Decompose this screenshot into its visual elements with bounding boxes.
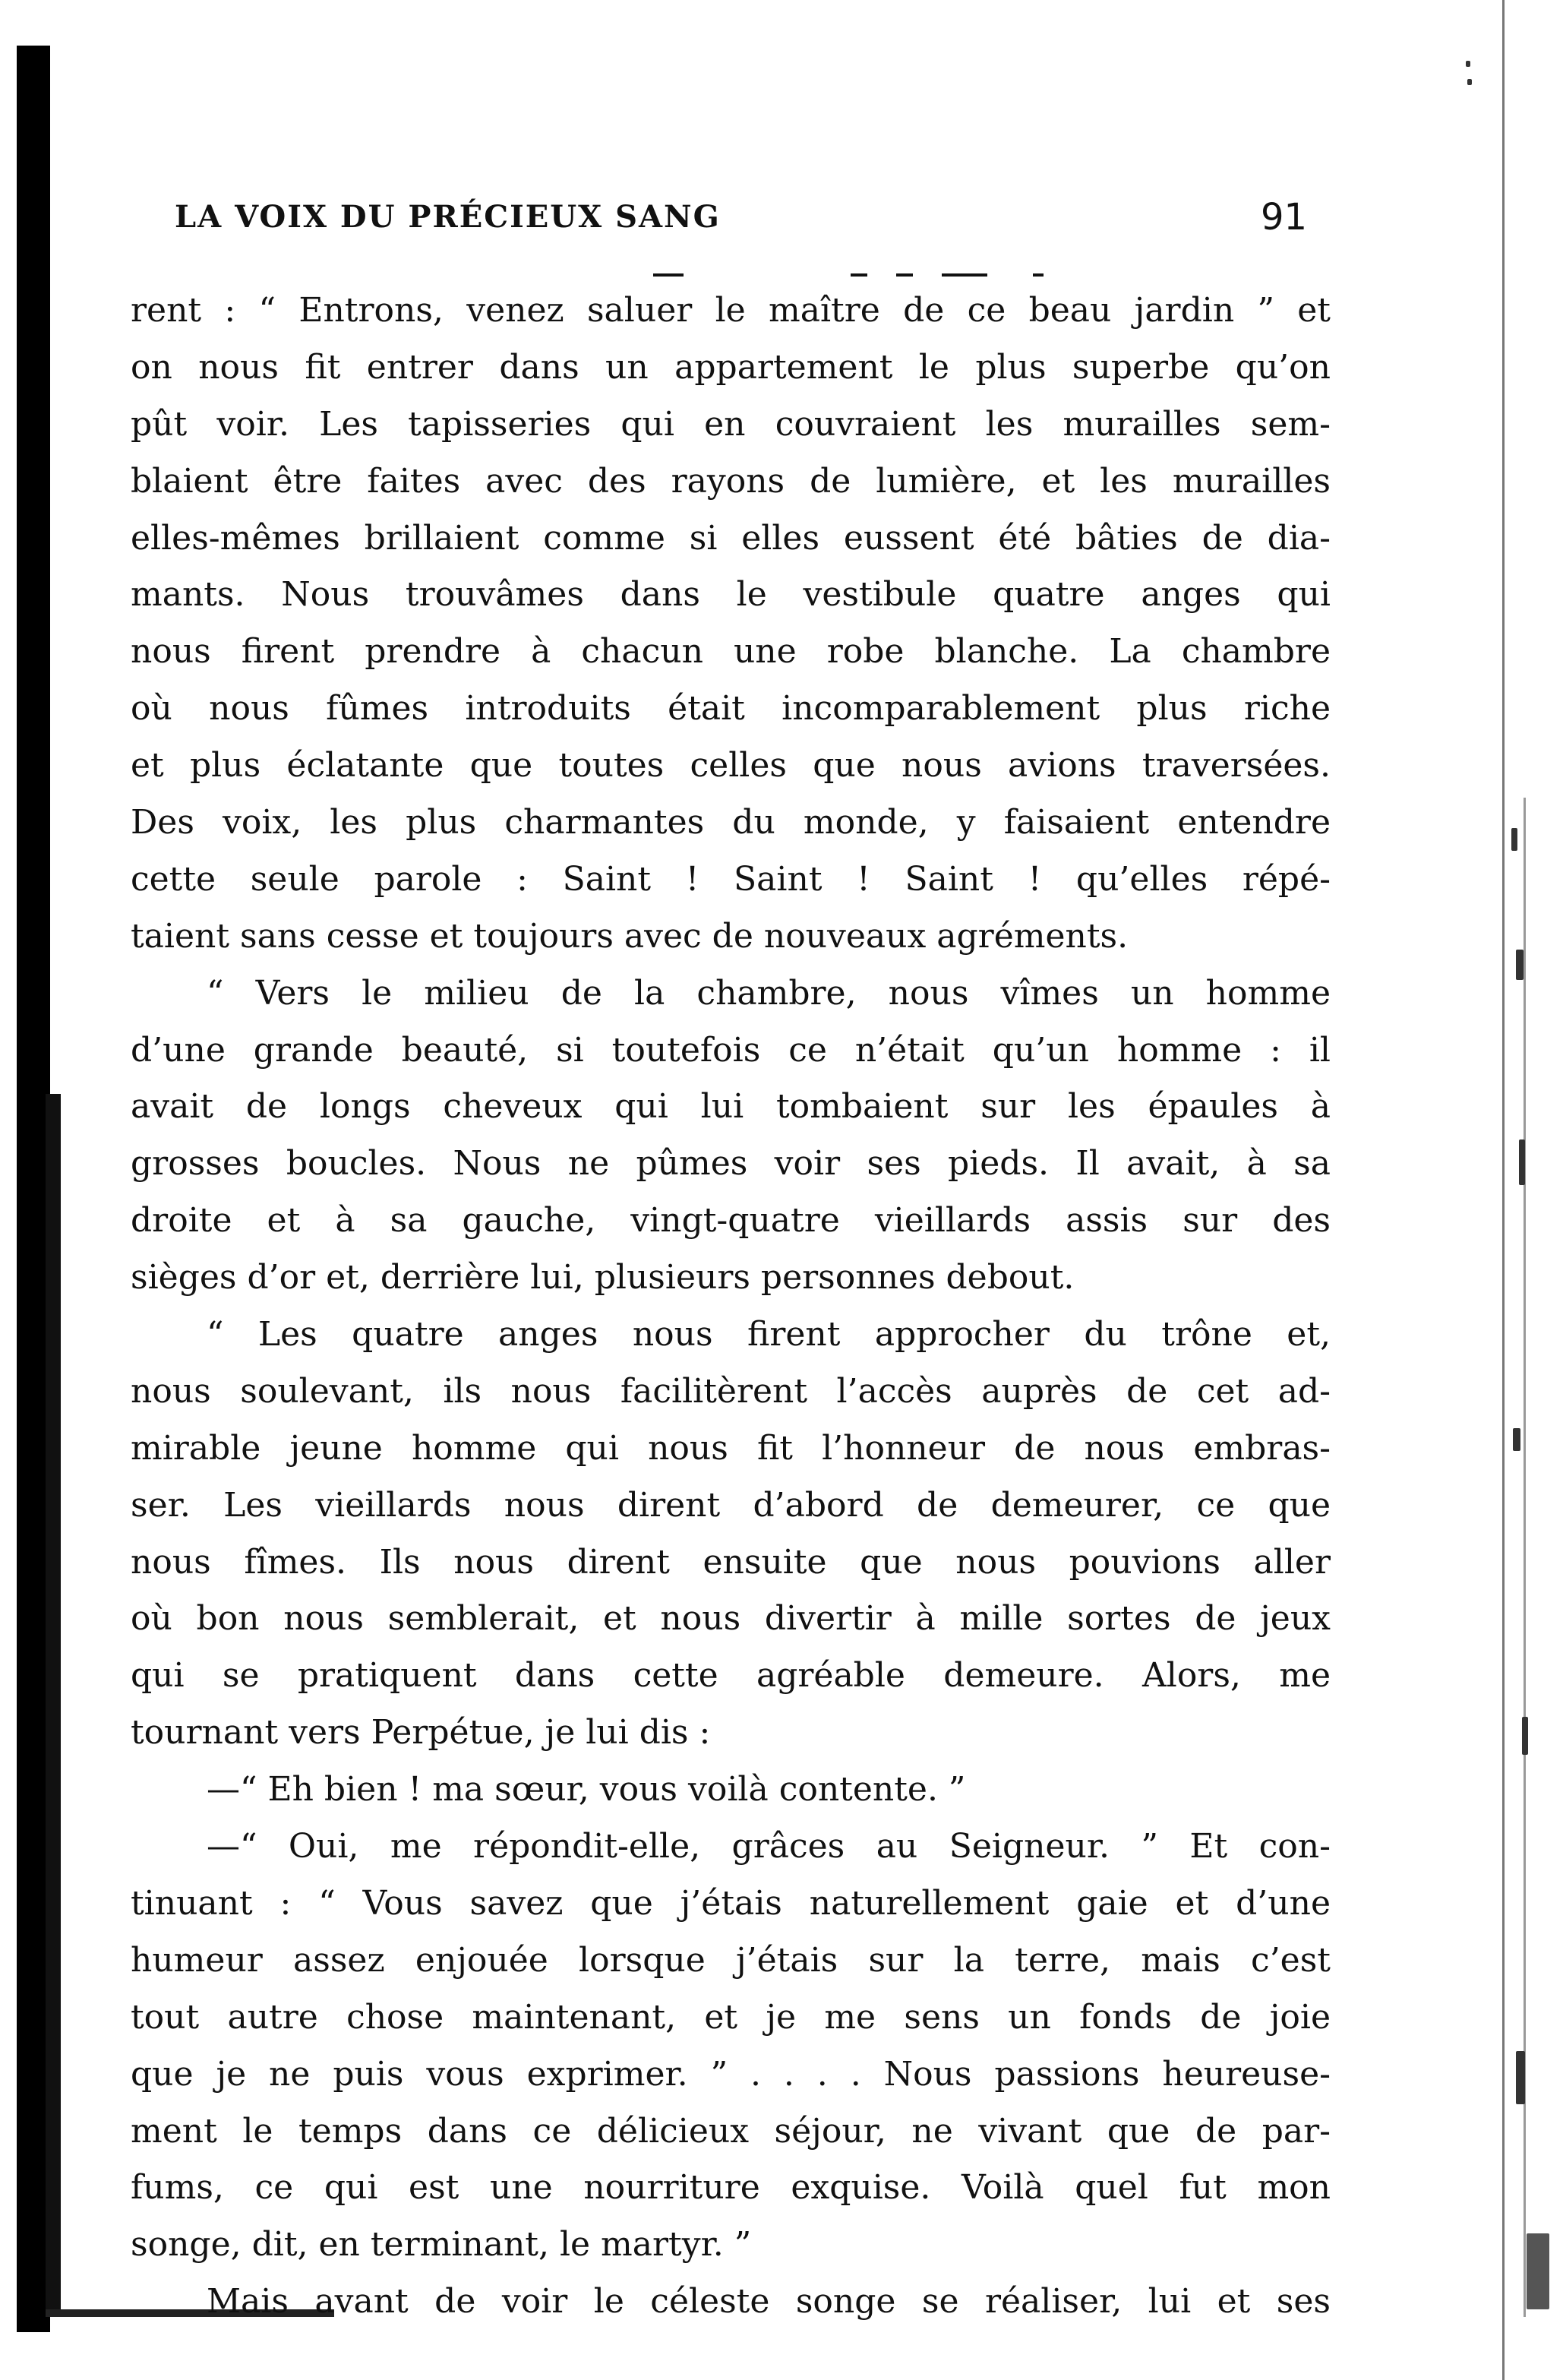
text-line: mirable jeune homme qui nous fit l’honneur de nous embras-: [131, 1428, 1331, 1468]
text-line: grosses boucles. Nous ne pûmes voir ses pieds. Il avait, à sa: [131, 1144, 1331, 1184]
scan-speck: [1527, 2233, 1549, 2309]
text-line: et plus éclatante que toutes celles que nous avions traversées.: [131, 746, 1331, 785]
text-line: fums, ce qui est une nourriture exquise. Voilà quel fut mon: [131, 2168, 1331, 2208]
text-line: Mais avant de voir le céleste songe se réaliser, lui et ses: [207, 2282, 1331, 2322]
scan-speck: [1516, 2051, 1525, 2104]
text-line: tinuant : “ Vous savez que j’étais naturellement gaie et d’une: [131, 1883, 1331, 1923]
scan-speck: [1519, 1139, 1525, 1185]
text-line: ser. Les vieillards nous dirent d’abord de demeurer, ce que: [131, 1485, 1331, 1525]
text-line: blaient être faites avec des rayons de lumière, et les murailles: [131, 461, 1331, 501]
text-line: tournant vers Perpétue, je lui dis :: [131, 1713, 711, 1753]
text-line: on nous fit entrer dans un appartement le plus superbe qu’on: [131, 347, 1331, 387]
scan-speck: [1522, 1717, 1528, 1755]
scan-speck: [1511, 828, 1517, 851]
text-line: où bon nous semblerait, et nous divertir à mille sortes de jeux: [131, 1599, 1331, 1639]
scan-right-edge: [1502, 0, 1505, 2380]
text-line: mants. Nous trouvâmes dans le vestibule quatre anges qui: [131, 575, 1331, 615]
text-line: avait de longs cheveux qui lui tombaient sur les épaules à: [131, 1087, 1331, 1127]
text-line: songe, dit, en terminant, le martyr. ”: [131, 2225, 752, 2265]
text-line: humeur assez enjouée lorsque j’étais sur la terre, mais c’est: [131, 1940, 1331, 1980]
header-rule: [1033, 273, 1044, 277]
text-line: ment le temps dans ce délicieux séjour, ne vivant que de par-: [131, 2111, 1331, 2151]
text-line: qui se pratiquent dans cette agréable demeure. Alors, me: [131, 1656, 1331, 1696]
text-line: “ Les quatre anges nous firent approcher du trône et,: [207, 1315, 1331, 1354]
text-line: d’une grande beauté, si toutefois ce n’était qu’un homme : il: [131, 1030, 1331, 1070]
text-line: “ Vers le milieu de la chambre, nous vîmes un homme: [207, 973, 1331, 1013]
text-line: Des voix, les plus charmantes du monde, y faisaient entendre: [131, 803, 1331, 842]
header-rule: [851, 273, 867, 277]
text-line: sièges d’or et, derrière lui, plusieurs personnes debout.: [131, 1258, 1075, 1297]
text-line: que je ne puis vous exprimer. ” . . . . Nous passions heureuse-: [131, 2054, 1331, 2094]
text-line: nous firent prendre à chacun une robe blanche. La chambre: [131, 632, 1331, 672]
scan-speck: [1513, 1428, 1520, 1451]
header-rule: [942, 273, 987, 277]
running-title: LA VOIX DU PRÉCIEUX SANG: [175, 199, 721, 235]
text-line: nous fîmes. Ils nous dirent ensuite que nous pouvions aller: [131, 1542, 1331, 1582]
text-line: droite et à sa gauche, vingt-quatre vieillards assis sur des: [131, 1201, 1331, 1241]
text-line: —“ Oui, me répondit-elle, grâces au Seigneur. ” Et con-: [207, 1827, 1331, 1866]
header-rule: [653, 273, 684, 277]
scan-speck: [1516, 950, 1524, 980]
text-line: pût voir. Les tapisseries qui en couvraient les murailles sem-: [131, 404, 1331, 444]
text-line: —“ Eh bien ! ma sœur, vous voilà contente. ”: [207, 1770, 966, 1809]
page-number: 91: [1261, 196, 1308, 239]
text-line: tout autre chose maintenant, et je me sens un fonds de joie: [131, 1997, 1331, 2037]
header-rule: [896, 273, 913, 277]
text-line: cette seule parole : Saint ! Saint ! Saint ! qu’elles répé-: [131, 859, 1331, 899]
scan-speck: [1466, 61, 1470, 67]
scan-binding-shadow-lower: [46, 1094, 61, 2309]
text-line: nous soulevant, ils nous facilitèrent l’accès auprès de cet ad-: [131, 1371, 1331, 1411]
text-line: elles-mêmes brillaient comme si elles eussent été bâties de dia-: [131, 518, 1331, 558]
scan-speck: [1467, 79, 1472, 85]
text-line: rent : “ Entrons, venez saluer le maître de ce beau jardin ” et: [131, 291, 1331, 330]
text-line: taient sans cesse et toujours avec de nouveaux agréments.: [131, 916, 1129, 956]
body-text: [131, 283, 1331, 2331]
text-line: où nous fûmes introduits était incomparablement plus riche: [131, 689, 1331, 729]
